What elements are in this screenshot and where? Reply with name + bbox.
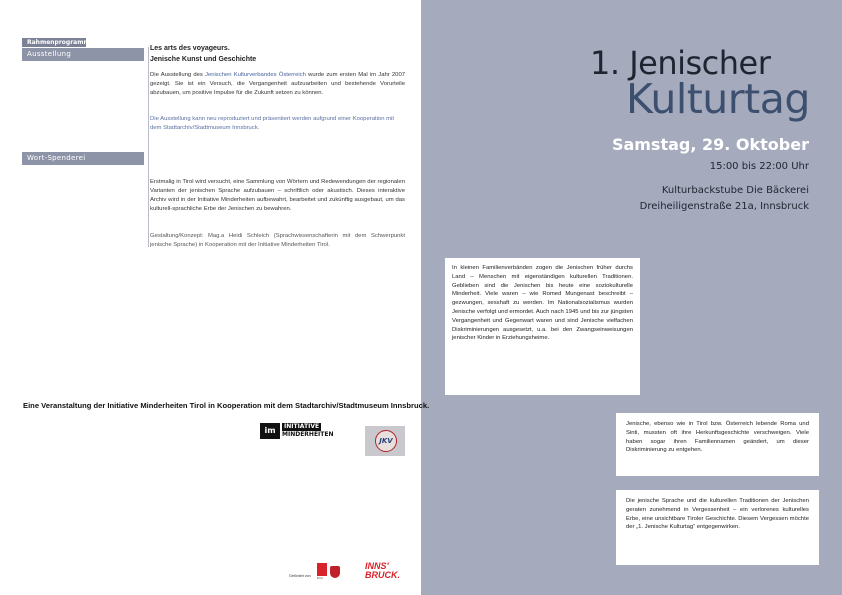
tab-rahmenprogramm: Rahmenprogramm — [22, 38, 86, 47]
event-venue: Kulturbackstube Die Bäckerei — [661, 185, 809, 196]
tab-wort-spenderei: Wort-Spenderei — [22, 152, 144, 165]
im-logo-text-2: MINDERHEITEN — [282, 431, 334, 438]
jkv-logo-disc: JKV — [375, 430, 397, 452]
p1-after: wurde zum ersten Mal im Jahr 2007 gezeigt. Sie ist ein Versuch, die Vergangenheit aufzuarbeiten und bestehende Vorurteile abzubauen, um positive Impulse für die Zukunft setzen zu können. — [150, 72, 405, 96]
title-line-2: Kulturtag — [626, 75, 810, 123]
initiative-minderheiten-logo — [260, 423, 342, 439]
innsbruck-logo-top: INNS' — [365, 561, 389, 571]
wort-spenderei-paragraph: Erstmalig in Tirol wird versucht, eine Sammlung von Wörtern und Redewendungen der regionalen Varianten der jenischen Sprache aufzubauen – schriftlich oder akustisch. Dieses interaktive Archiv wird in der Initiative Minderheiten aufbewahrt, bearbeitet und zukünftig ausgebaut, um das kulturell-sprachliche Erbe der Jenischen zu bewahren. — [150, 179, 405, 212]
cooperation-note: Die Ausstellung kann neu reproduziert und präsentiert werden aufgrund einer Kooperation mit dem Stadtarchiv/Stadtmuseum Innsbruck. — [150, 116, 394, 131]
im-mark-icon: im — [260, 423, 280, 439]
funding-label: Gefördert von: — [289, 574, 312, 578]
divider-line — [148, 47, 149, 247]
title-line-1: 1. Jenischer — [590, 44, 771, 82]
innsbruck-logo-bottom: BRUCK. — [365, 570, 400, 580]
exhibition-paragraph — [150, 71, 405, 98]
history-box: In kleinen Familienverbänden zogen die Jenischen früher durchs Land – Menschen mit eigenständigen kulturellen Traditionen. Geblieben sind die Jenischen bis heute eine soziokulturelle Minderheit. Viele waren – wie Romed Mungenast beschreibt – gezwungen, sesshaft zu werden. Im Nationalsozialismus wurden Jenische verfolgt und ermordet. Auch nach 1945 und bis zur jüngsten Vergangenheit und Gegenwart waren und sind Jenische vielfachen Diskriminierungen ausgesetzt, u.a. bei den Zwangseinweisungen jenischer Kinder in Erziehungsheime. — [445, 258, 640, 395]
heritage-box: Die jenische Sprache und die kulturellen Traditionen der Jenischen geraten zunehmend in Vergessenheit – ein verlorenes kulturelles Erbe, eine unsichtbare Tiroler Geschichte. Diesem Vergessen möchte der „1. Jenische Kulturtag“ entgegenwirken. — [616, 490, 819, 565]
tab-ausstellung: Ausstellung — [22, 48, 144, 61]
event-time: 15:00 bis 22:00 Uhr — [709, 161, 809, 172]
exhibition-title: Les arts des voyageurs. — [150, 45, 230, 52]
organizer-line: Eine Veranstaltung der Initiative Minderheiten Tirol in Kooperation mit dem Stadtarchiv/Stadtmuseum Innsbruck. — [23, 401, 430, 410]
jkv-logo — [365, 426, 405, 456]
exhibition-subtitle: Jenische Kunst und Geschichte — [150, 56, 257, 63]
p1-before: Die Ausstellung des — [150, 72, 205, 78]
kulturverband-link[interactable]: Jenischen Kulturverbandes Österreich — [205, 72, 306, 78]
event-date: Samstag, 29. Oktober — [611, 135, 809, 154]
tirol-logo-icon — [317, 563, 327, 576]
eagle-crest-icon — [330, 566, 340, 578]
im-logo-text-1: INITIATIVE — [284, 423, 320, 430]
credits-paragraph: Gestaltung/Konzept: Mag.a Heidi Schleich (Sprachwissenschafterin mit dem Schwerpunkt jenische Sprache) in Kooperation mit der Initiative Minderheiten Tirol. — [150, 233, 405, 248]
discrimination-box: Jenische, ebenso wie in Tirol bzw. Österreich lebende Roma und Sinti, mussten oft ihre Herkunftsgeschichte verschweigen. Viele haben sogar ihren Familiennamen geändert, um dieser Diskriminierung zu entgehen. — [616, 413, 819, 476]
tirol-logo-text: tirol — [317, 576, 323, 580]
event-address: Dreiheiligenstraße 21a, Innsbruck — [639, 201, 809, 212]
